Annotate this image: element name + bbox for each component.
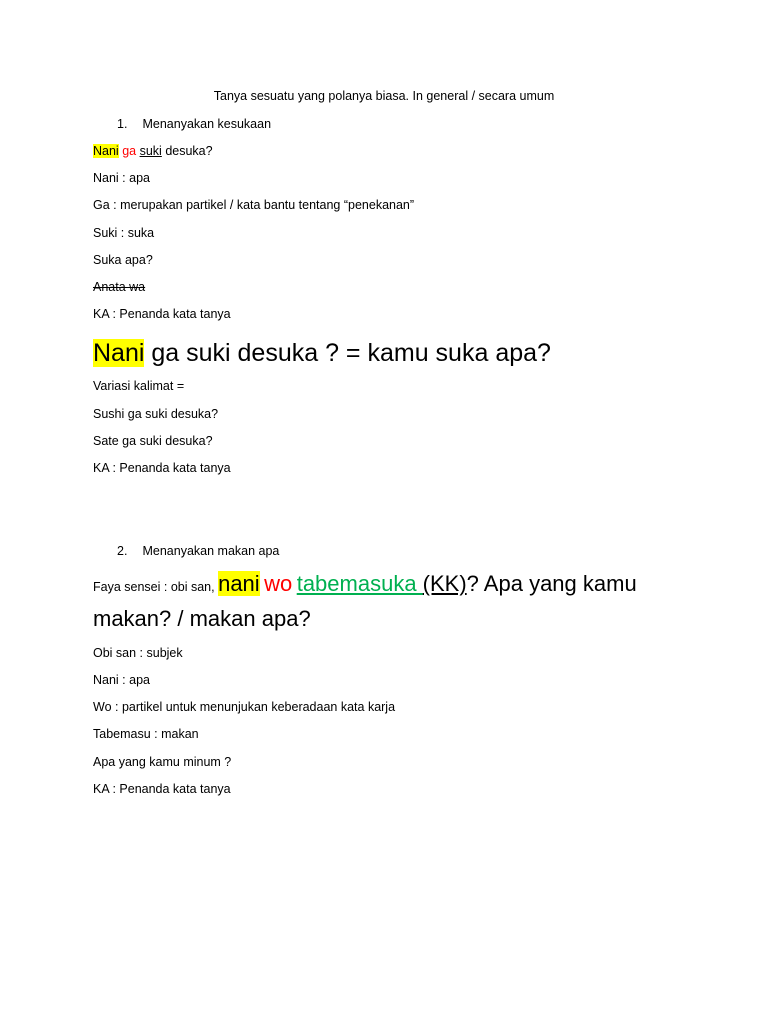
text-line: Ga : merupakan partikel / kata bantu tentang “penekanan”: [93, 198, 415, 212]
section-1-number: 1.: [117, 117, 128, 131]
sentence-word-kk: (KK): [422, 571, 467, 596]
sentence-word-wo: wo: [264, 571, 293, 596]
sentence-word-tabemasuka: tabemasuka: [296, 571, 423, 596]
section-1-example: [93, 143, 213, 159]
text-line: Tabemasu : makan: [93, 727, 199, 741]
big-word-nani: Nani: [93, 339, 145, 367]
document-title: Tanya sesuatu yang polanya biasa. In general / secara umum: [213, 89, 555, 103]
example-word-nani: Nani: [93, 144, 119, 158]
example-word-suki: suki: [139, 144, 162, 158]
text-line: Variasi kalimat =: [93, 379, 185, 393]
section-1-title: Menanyakan kesukaan: [142, 117, 272, 131]
text-line: Apa yang kamu minum ?: [93, 755, 232, 769]
sentence-prefix: Faya sensei : obi san,: [93, 580, 219, 594]
text-line: Suki : suka: [93, 226, 155, 240]
text-line: Sate ga suki desuka?: [93, 434, 213, 448]
section-1-heading: [117, 116, 271, 132]
big-sentence-rest: ga suki desuka ? = kamu suka apa?: [144, 339, 551, 367]
text-line: KA : Penanda kata tanya: [93, 782, 231, 796]
section-2-title: Menanyakan makan apa: [142, 544, 280, 558]
strikethrough-line: Anata wa: [93, 280, 146, 294]
sentence-word-nani: nani: [218, 571, 260, 596]
text-line: Suka apa?: [93, 253, 153, 267]
sentence-rest: ? Apa yang kamu makan? / makan apa?: [93, 571, 637, 631]
text-line: Wo : partikel untuk menunjukan keberadaan kata karja: [93, 700, 396, 714]
section-2-sentence: [93, 568, 693, 638]
text-line: KA : Penanda kata tanya: [93, 307, 231, 321]
text-line: Nani : apa: [93, 673, 150, 687]
text-line: KA : Penanda kata tanya: [93, 461, 231, 475]
big-sentence: [93, 338, 551, 368]
example-word-desuka: desuka?: [165, 144, 213, 158]
section-2-number: 2.: [117, 544, 128, 558]
text-line: Obi san : subjek: [93, 646, 183, 660]
text-line: Nani : apa: [93, 171, 150, 185]
text-line: Sushi ga suki desuka?: [93, 407, 219, 421]
example-word-ga: ga: [122, 144, 137, 158]
section-2-heading: [117, 543, 279, 559]
